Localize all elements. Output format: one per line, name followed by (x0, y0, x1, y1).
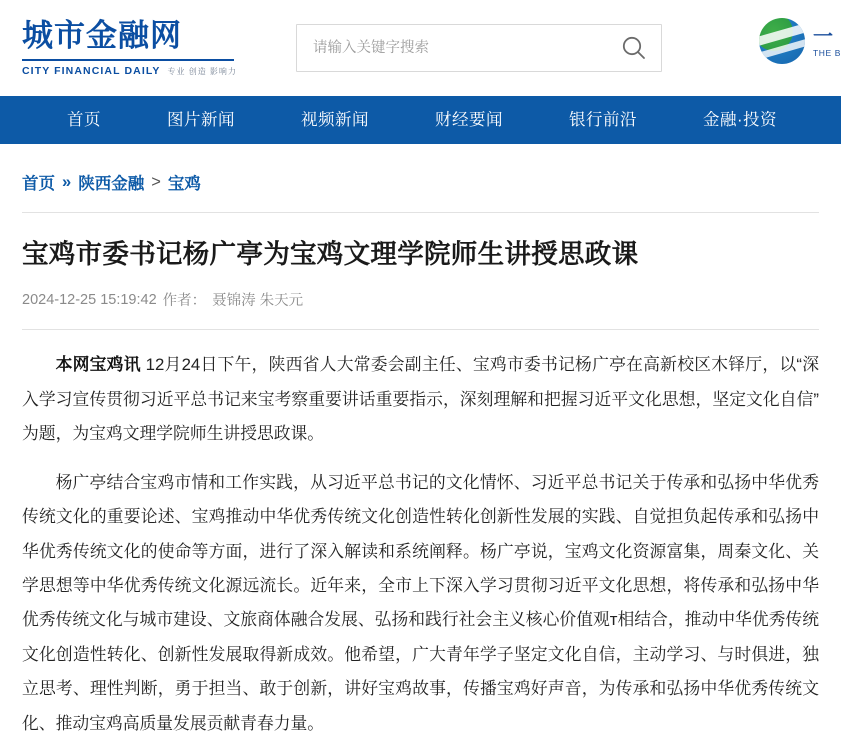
nav-item-video-news[interactable]: 视频新闻 (301, 111, 369, 129)
page-title: 宝鸡市委书记杨广亭为宝鸡文理学院师生讲授思政课 (22, 239, 639, 269)
breadcrumb (22, 144, 819, 202)
site-logo[interactable] (22, 19, 262, 76)
breadcrumb-separator-1: » (62, 172, 72, 191)
article-author-label: 作者： (162, 293, 207, 310)
breadcrumb-current: 宝鸡 (167, 175, 201, 193)
main-navigation (0, 96, 841, 144)
brand-slogan: 专业 创造 影响力 (167, 66, 237, 76)
article-authors: 聂锦涛 朱天元 (212, 293, 304, 310)
nav-item-banking[interactable]: 银行前沿 (569, 111, 637, 129)
article-paragraph-2: 杨广亭结合宝鸡市情和工作实践，从习近平总书记的文化情怀、习近平总书记关于传承和弘扬中华优秀传统文化的重要论述、宝鸡推动中华优秀传统文化创造性转化创新性发展的实践、自觉担负起传承和弘扬中华优秀传统文化的使命等方面，进行了深入解读和系统阐释。杨广亭说，宝鸡文化资源富集，周秦文化、关学思想等中华优秀传统文化源远流长。近年来，全市上下深入学习贯彻习近平文化思想，将传承和弘扬中华优秀传统文化与城市建设、文旅商体融合发展、弘扬和践行社会主义核心价值观т相结合，推动中华优秀传统文化创造性转化、创新性发展取得新成效。他希望，广大青年学子坚定文化自信，主动学习、与时俱进，独立思考、理性判断，勇于担当、敢于创新，讲好宝鸡故事，传播宝鸡好声音，为传承和弘扬中华优秀传统文化、推动宝鸡高质量发展贡献青春力量。 (22, 472, 819, 733)
nav-item-photo-news[interactable]: 图片新闻 (167, 111, 235, 129)
brand-name-en: CITY FINANCIAL DAILY (22, 64, 161, 77)
breadcrumb-divider (22, 212, 819, 213)
brand-name-cn: 城市金融网 (22, 18, 182, 55)
breadcrumb-separator-2: > (151, 172, 161, 191)
nav-item-home[interactable]: 首页 (67, 111, 101, 129)
meta-divider (22, 329, 819, 330)
article-lead: 本网宝鸡讯 (55, 355, 141, 375)
site-header (0, 0, 841, 96)
search-icon (621, 35, 647, 61)
partner-name-en: THE B (812, 47, 841, 58)
partner-name-cn: 一 (812, 25, 833, 48)
article-paragraph-1-text: 12月24日下午，陕西省人大常委会副主任、宝鸡市委书记杨广亭在高新校区木铎厅，以“深入学习宣传贯彻习近平总书记来宝考察重要讲话重要指示，深刻理解和把握习近平文化思想，坚定文化自信”为题，为宝鸡文理学院师生讲授思政课。 (22, 355, 819, 444)
article-container (0, 144, 841, 741)
globe-icon (759, 18, 805, 64)
nav-item-finance-news[interactable]: 财经要闻 (435, 111, 503, 129)
partner-logo[interactable] (759, 18, 841, 64)
article-body (22, 348, 819, 741)
nav-item-investment[interactable]: 金融·投资 (703, 111, 777, 129)
search-button[interactable] (607, 25, 661, 71)
breadcrumb-home[interactable]: 首页 (22, 175, 55, 193)
article-meta (22, 289, 819, 310)
article-paragraph-1 (22, 348, 819, 451)
search-box[interactable] (296, 24, 662, 72)
breadcrumb-section[interactable]: 陕西金融 (78, 175, 145, 193)
search-input[interactable] (297, 25, 607, 71)
article-date: 2024-12-25 15:19:42 (22, 291, 157, 308)
brand-rule (22, 59, 234, 61)
